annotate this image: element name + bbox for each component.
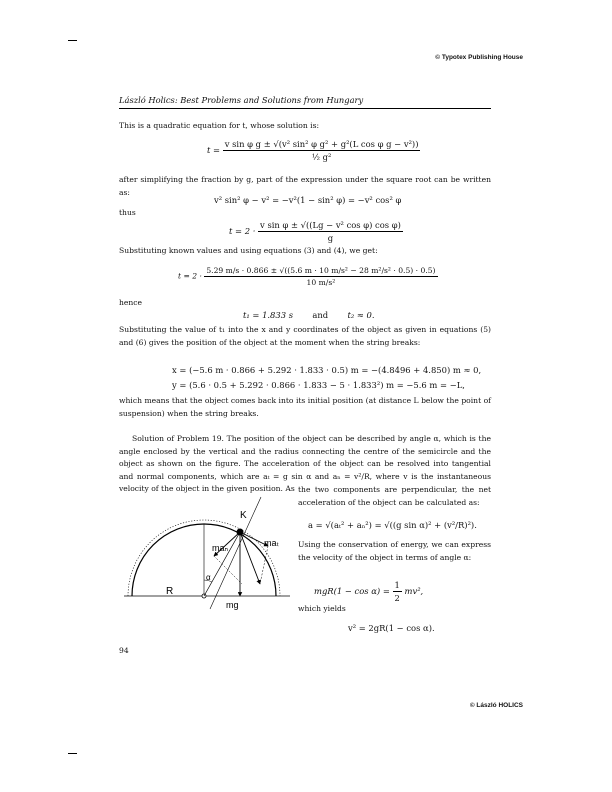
energy-half <box>393 580 402 603</box>
eq4-numerator: 5.29 m/s · 0.866 ± √((5.6 m · 10 m/s² − 28 m²/s² · 0.5) · 0.5) <box>206 266 436 275</box>
label-alpha: α <box>206 573 211 582</box>
solution-label: Solution of Problem 19. <box>132 434 224 443</box>
label-man: maₙ <box>212 543 229 553</box>
eq1-numerator: v sin φ g ± √(v² sin² φ g² + g²(L cos φ g − v²)) <box>224 139 419 149</box>
root-t2: t₂ ≈ 0. <box>347 310 375 320</box>
running-head: László Holics: Best Problems and Solutions from Hungary <box>119 95 364 105</box>
root-and: and <box>312 310 329 320</box>
energy-half-den: 2 <box>394 593 400 603</box>
paragraph-simplifying: after simplifying the fraction by g, part of the expression under the square root can be written as: <box>119 175 491 197</box>
paragraph-substituting-t1: Substituting the value of t₁ into the x and y coordinates of the object as given in equations (5) and (6) gives the position of the object at the moment when the string breaks: <box>119 325 491 347</box>
label-mat: maₜ <box>264 538 280 548</box>
eq4-denominator: 10 m/s² <box>306 278 336 287</box>
header-rule <box>119 108 491 109</box>
solution-text: The position of the object can be described by angle α, which is the angle enclosed by the vertical and the radius connecting the centre of the semicircle and the object as shown on the figure. The acceleration of the object can be resolved into tangential and normal components, which are aₜ = g sin α and aₙ = v²/R, where v is the instantaneous velocity of the object in the given position. As <box>119 434 491 494</box>
equation-quadratic-solution <box>207 139 420 162</box>
equation-simplified: v² sin² φ − v² = −v²(1 − sin² φ) = −v² cos² φ <box>214 195 402 205</box>
label-mg: mg <box>226 600 239 610</box>
eq1-fraction <box>223 139 421 162</box>
equation-energy <box>314 580 423 603</box>
equation-numeric <box>178 266 438 287</box>
label-k: K <box>240 510 247 521</box>
page-number: 94 <box>119 646 129 655</box>
energy-rhs: mv², <box>404 586 424 596</box>
equation-net-acceleration: a = √(aₜ² + aₙ²) = √((g sin α)² + (v²/R)²). <box>308 520 477 530</box>
root-t1: t₁ = 1.833 s <box>243 310 294 320</box>
eq3-fraction <box>258 220 403 243</box>
footer-author: © László HOLICS <box>469 702 523 709</box>
equation-y-coordinate: y = (5.6 · 0.5 + 5.292 · 0.866 · 1.833 − 5 · 1.833²) m = −5.6 m = −L, <box>172 380 465 390</box>
eq3-denominator: g <box>327 233 334 243</box>
crop-mark <box>68 40 77 41</box>
label-r: R <box>166 586 174 597</box>
eq4-lhs: t = 2 · <box>178 271 202 281</box>
eq3-lhs: t = 2 · <box>229 226 256 236</box>
paragraph-thus: thus <box>119 208 136 217</box>
paragraph-energy: Using the conservation of energy, we can express the velocity of the object in terms of angle α: <box>298 540 491 562</box>
equation-x-coordinate: x = (−5.6 m · 0.866 + 5.292 · 1.833 · 0.5) m = −(4.8496 + 4.850) m ≈ 0, <box>172 365 482 375</box>
eq4-fraction <box>204 266 437 287</box>
paragraph-net-acceleration: the two components are perpendicular, the net acceleration of the object can be calculated as: <box>298 485 491 507</box>
paragraph-hence: hence <box>119 298 143 307</box>
publisher-label: © Typotex Publishing House <box>435 54 523 61</box>
eq3-numerator: v sin φ ± √((Lg − v² cos φ) cos φ) <box>260 220 401 230</box>
paragraph-string-breaks: which means that the object comes back into its initial position (at distance L below the point of suspension) when the string breaks. <box>119 396 491 418</box>
equation-t-simplified <box>229 220 403 243</box>
paragraph-substituting: Substituting known values and using equations (3) and (4), we get: <box>119 246 378 255</box>
energy-half-num: 1 <box>394 580 400 590</box>
semicircle-figure <box>118 488 298 618</box>
paragraph-intro: This is a quadratic equation for t, whose solution is: <box>119 121 320 130</box>
paragraph-which-yields: which yields <box>298 604 346 613</box>
eq1-denominator: ½ g² <box>311 152 332 162</box>
equation-roots <box>243 310 375 320</box>
energy-lhs: mgR(1 − cos α) = <box>314 586 390 596</box>
equation-velocity: v² = 2gR(1 − cos α). <box>348 623 435 633</box>
eq1-lhs: t = <box>207 145 221 155</box>
crop-mark <box>68 753 77 754</box>
